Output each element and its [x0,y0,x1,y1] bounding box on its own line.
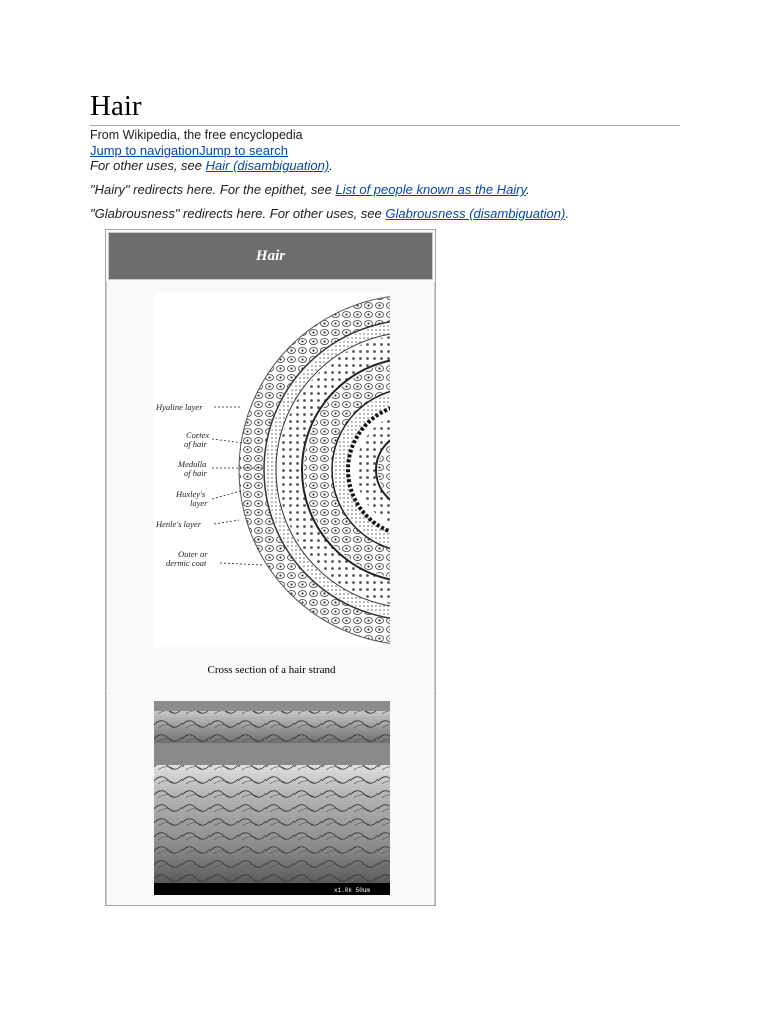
label-medulla-2: of hair [184,468,207,478]
sem-scale-label: x1.0k 50um [334,887,371,894]
hair-cross-section-image[interactable] [154,292,390,647]
page-title: Hair [90,90,142,122]
label-henle: Henle's layer [156,519,202,529]
hatnote-glabrousness [90,206,569,222]
infobox-title: Hair [108,232,433,280]
list-of-people-hairy-link[interactable]: List of people known as the Hairy [335,182,527,197]
hatnote-text: . [526,182,530,197]
hatnote-text: "Hairy" redirects here. For the epithet, see [90,182,336,197]
label-medulla-1: Medulla [178,459,207,469]
jump-to-search-link[interactable]: Jump to search [199,143,288,158]
label-outer-2: dermic coat [166,558,207,568]
label-cortex-2: of hair [184,439,207,449]
jump-to-navigation-link[interactable]: Jump to navigation [90,143,200,158]
hatnote-text: . [565,206,569,221]
infobox-image-cell-sem [106,691,435,905]
hatnote-text: "Glabrousness" redirects here. For other uses, see [90,206,386,221]
hatnote-text: . [329,158,333,173]
glabrousness-disambiguation-link[interactable]: Glabrousness (disambiguation) [385,206,566,221]
site-tagline: From Wikipedia, the free encyclopedia [90,128,303,142]
infobox-image-cell-cross-section [106,282,435,690]
label-outer-1: Outer or [178,549,208,559]
hair-disambiguation-link[interactable]: Hair (disambiguation) [205,158,330,173]
hatnote-other-uses [90,158,333,174]
infobox [105,229,436,906]
label-huxley-1: Huxley's [176,489,206,499]
jump-links [90,143,288,159]
hatnote-text: For other uses, see [90,158,206,173]
label-cortex-1: Cortex [186,430,210,440]
hair-sem-micrograph-image[interactable] [154,701,390,895]
label-huxley-2: layer [190,498,208,508]
hatnote-hairy [90,182,530,198]
cross-section-caption: Cross section of a hair strand [207,664,336,676]
title-divider [90,125,680,126]
label-hyaline: Hyaline layer [156,402,203,412]
